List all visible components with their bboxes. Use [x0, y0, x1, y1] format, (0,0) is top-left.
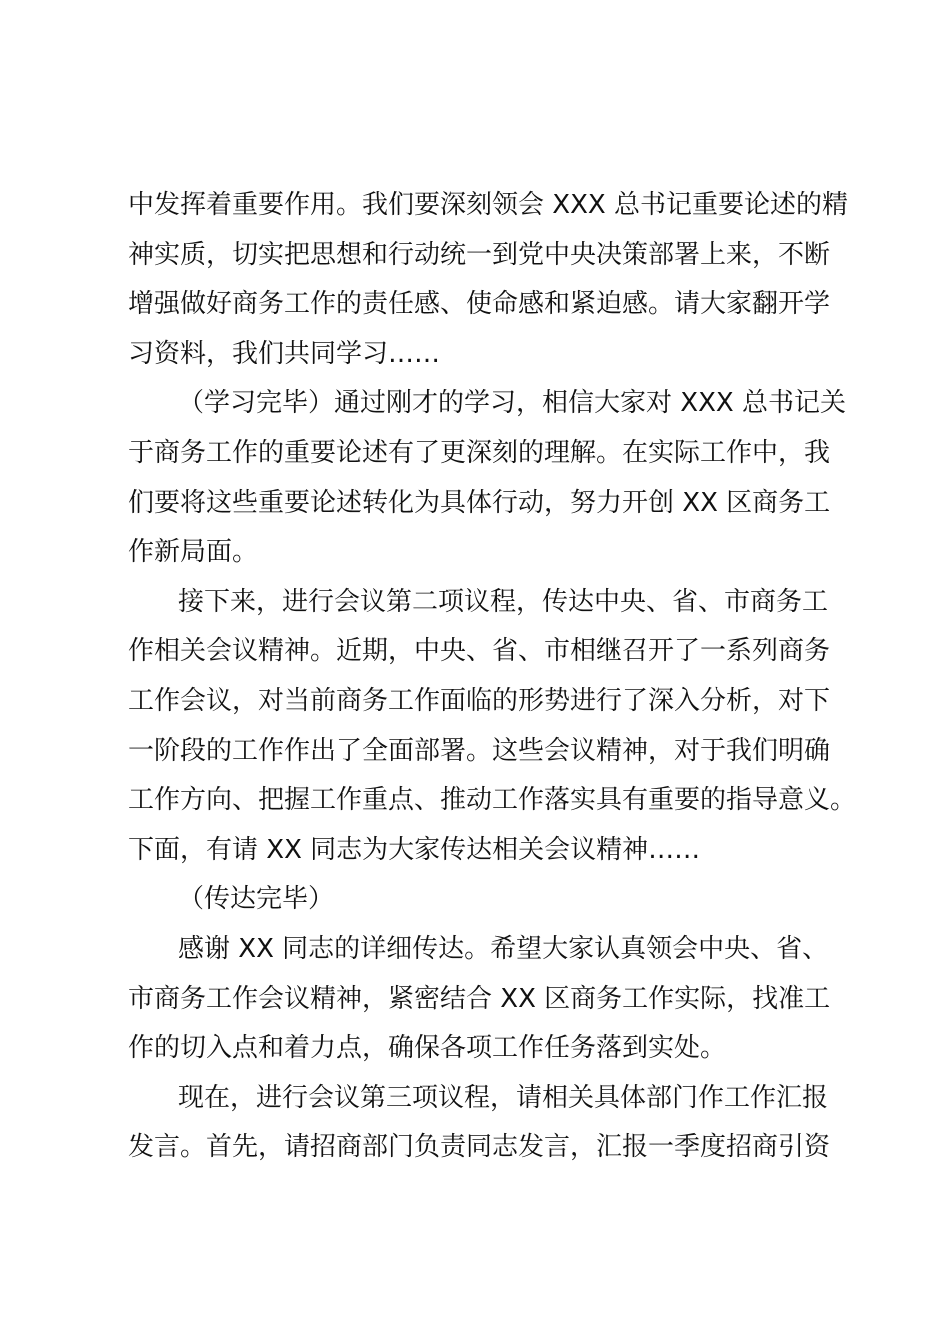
text-line: 于商务工作的重要论述有了更深刻的理解。在实际工作中，我: [128, 437, 831, 468]
text-line: 感谢 XX 同志的详细传达。希望大家认真领会中央、省、: [178, 933, 829, 964]
text-line: 现在，进行会议第三项议程，请相关具体部门作工作汇报: [178, 1082, 829, 1113]
text-line: 中发挥着重要作用。我们要深刻领会 XXX 总书记重要论述的精: [128, 190, 848, 220]
text-line: （学习完毕）通过刚才的学习，相信大家对 XXX 总书记关: [178, 388, 846, 419]
text-line: 下面，有请 XX 同志为大家传达相关会议精神……: [128, 834, 701, 865]
text-line: 发言。首先，请招商部门负责同志发言，汇报一季度招商引资: [128, 1132, 831, 1163]
text-line: 一阶段的工作作出了全面部署。这些会议精神，对于我们明确: [128, 735, 831, 766]
text-line: 作相关会议精神。近期，中央、省、市相继召开了一系列商务: [128, 636, 831, 667]
text-line: 接下来，进行会议第二项议程，传达中央、省、市商务工: [178, 586, 829, 617]
text-line: 工作会议，对当前商务工作面临的形势进行了深入分析，对下: [128, 685, 831, 716]
text-line: （传达完毕）: [178, 884, 335, 915]
text-line: 们要将这些重要论述转化为具体行动，努力开创 XX 区商务工: [128, 487, 831, 518]
text-line: 增强做好商务工作的责任感、使命感和紧迫感。请大家翻开学: [128, 289, 831, 320]
text-line: 习资料，我们共同学习……: [128, 338, 441, 369]
text-line: 作的切入点和着力点，确保各项工作任务落到实处。: [128, 1033, 727, 1064]
text-line: 市商务工作会议精神，紧密结合 XX 区商务工作实际，找准工: [128, 983, 831, 1014]
text-line: 作新局面。: [128, 537, 259, 568]
text-line: 神实质，切实把思想和行动统一到党中央决策部署上来，不断: [128, 239, 831, 270]
document-body: [128, 181, 857, 1173]
text-line: 工作方向、把握工作重点、推动工作落实具有重要的指导意义。: [128, 785, 857, 816]
